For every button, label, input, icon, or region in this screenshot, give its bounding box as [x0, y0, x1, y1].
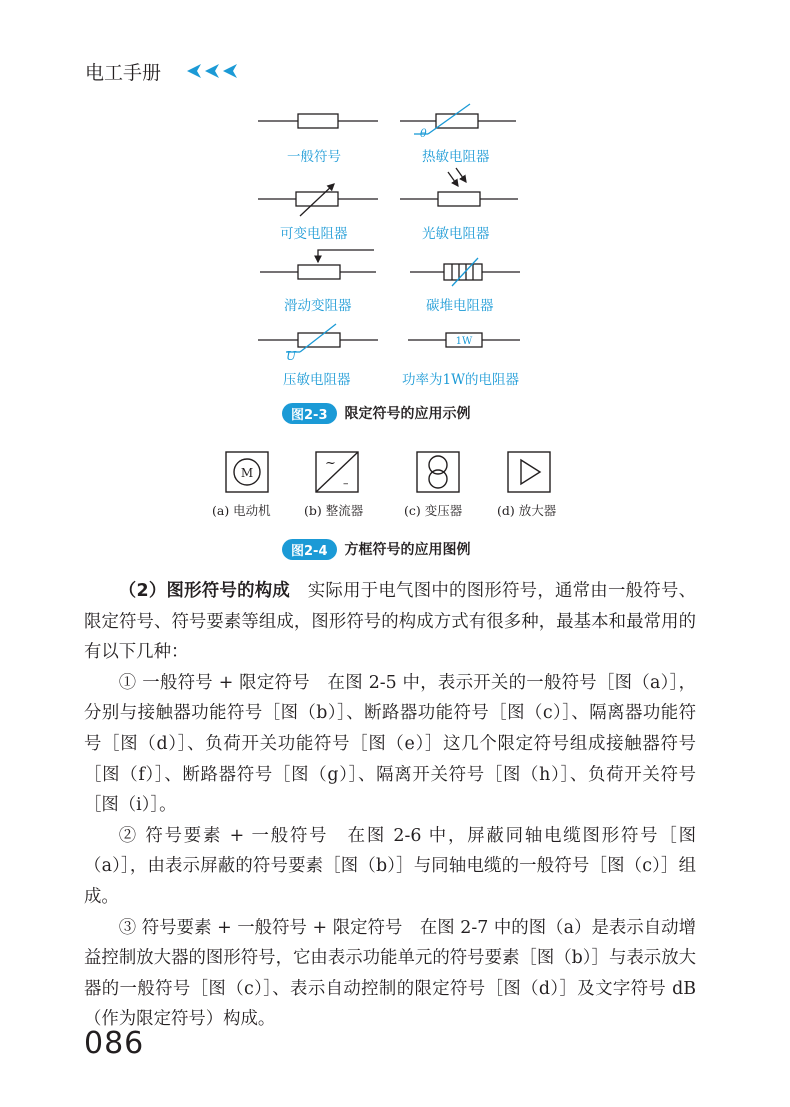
caption-slide: 滑动变阻器 — [284, 298, 352, 314]
figure-badge: 图2-3 — [282, 403, 337, 424]
ac-tilde-mark: ~ — [325, 456, 336, 471]
caption-general: 一般符号 — [287, 149, 341, 165]
paragraph-1 — [84, 576, 696, 668]
caption-carbon: 碳堆电阻器 — [426, 298, 494, 314]
figure-2-4-diagram — [0, 0, 790, 520]
caption-varistor: 压敏电阻器 — [283, 372, 351, 388]
transformer-symbol — [417, 452, 459, 492]
amplifier-symbol — [508, 452, 550, 492]
figure-title: 限定符号的应用示例 — [344, 406, 471, 422]
page-number: 086 — [84, 1026, 145, 1061]
caption-rectifier: (b) 整流器 — [304, 503, 364, 518]
caption-motor: (a) 电动机 — [212, 503, 271, 518]
figure-title: 方框符号的应用图例 — [344, 542, 471, 558]
caption-power: 功率为1W的电阻器 — [402, 372, 519, 388]
paragraph-3: ② 符号要素 + 一般符号 在图 2-6 中，屏蔽同轴电缆图形符号［图（a）］，由表示屏蔽的符号要素［图（b）］与同轴电缆的一般符号［图（c）］组成。 — [84, 825, 696, 907]
u-mark: U — [286, 349, 297, 363]
theta-mark: θ — [420, 127, 427, 140]
caption-variable: 可变电阻器 — [280, 226, 348, 242]
caption-amplifier: (d) 放大器 — [497, 503, 557, 518]
caption-thermistor: 热敏电阻器 — [422, 149, 490, 165]
figure-2-4-label — [282, 538, 471, 560]
caption-photo: 光敏电阻器 — [422, 226, 490, 242]
watt-mark: 1W — [455, 336, 473, 347]
body-text — [84, 576, 696, 1035]
figure-badge: 图2-4 — [282, 539, 337, 560]
motor-m-mark: M — [240, 466, 254, 480]
paragraph-4: ③ 符号要素 + 一般符号 + 限定符号 在图 2-7 中的图（a）是表示自动增益控制放大器的图形符号，它由表示功能单元的符号要素［图（b）］与表示放大器的一般符号［图（c）］、表示自动控制的限定符号［图（d）］及文字符号 dB（作为限定符号）构成。 — [84, 917, 696, 1030]
paragraph-2: ① 一般符号 + 限定符号 在图 2-5 中，表示开关的一般符号［图（a）］，分别与接触器功能符号［图（b）］、断路器功能符号［图（c）］、隔离器功能符号［图（d）］、负荷开关功能符号［图（e）］这几个限定符号组成接触器符号［图（f）］、断路器符号［图（g）］、隔离开关符号［图（h）］、负荷开关符号［图（i）］。 — [84, 672, 696, 816]
dc-dash-mark: – — [343, 477, 349, 490]
section-heading: （2）图形符号的构成 — [118, 581, 291, 601]
caption-transformer: (c) 变压器 — [404, 503, 463, 518]
running-header: 电工手册 — [85, 62, 162, 84]
paragraph-1-body: 实际用于电气图中的图形符号，通常由一般符号、限定符号、符号要素等组成，图形符号的构成方式有很多种，最基本和最常用的有以下几种： — [84, 581, 696, 663]
rectifier-symbol — [316, 452, 358, 492]
